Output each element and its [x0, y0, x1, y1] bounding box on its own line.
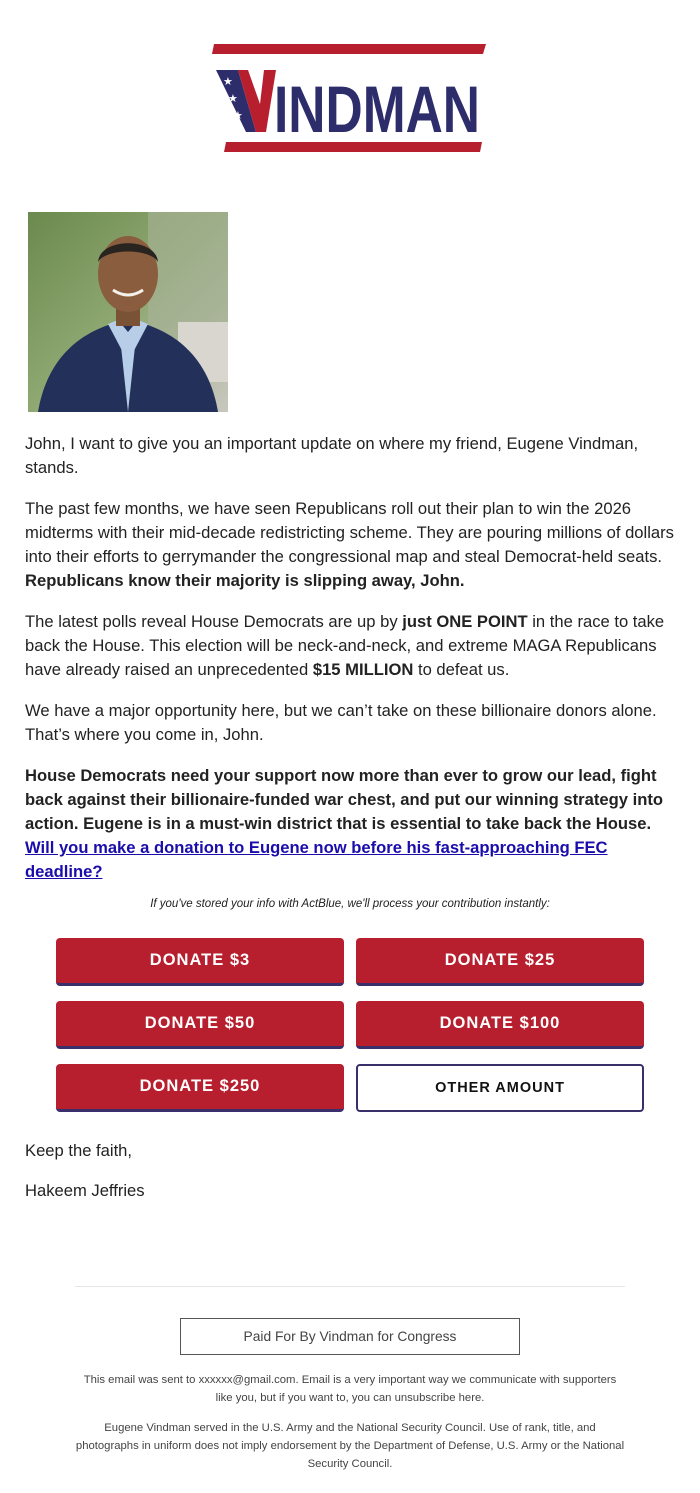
vindman-logo	[212, 42, 488, 154]
recipient-email: xxxxxx@gmail.com	[198, 1374, 296, 1386]
donation-link[interactable]: Will you make a donation to Eugene now before his fast-approaching FEC deadline?	[25, 838, 608, 881]
signoff	[25, 1139, 145, 1219]
donate-100-button[interactable]: DONATE $100	[356, 1001, 644, 1049]
closing-text: Keep the faith,	[25, 1141, 133, 1160]
signature-name: Hakeem Jeffries	[25, 1181, 145, 1200]
svg-text:★: ★	[228, 92, 238, 105]
paragraph-5: House Democrats need your support now more than ever to grow our lead, fight back against their billionaire-funded war chest, and put our winning strategy into action. Eugene is in a must-win district that is essential to take back the House. Will you make a donation to Eugene now before his fast-approaching FEC deadline?	[25, 766, 664, 881]
paragraph-3: The latest polls reveal House Democrats are up by just ONE POINT in the race to take back the House. This election will be neck-and-neck, and extreme MAGA Republicans have already raised an unprecedented $15 MILLION to defeat us.	[25, 612, 665, 679]
donate-25-button[interactable]: DONATE $25	[356, 938, 644, 986]
unsubscribe-link[interactable]: unsubscribe here	[394, 1392, 482, 1404]
actblue-note: If you've stored your info with ActBlue, we'll process your contribution instantly:	[150, 898, 550, 910]
paragraph-2: The past few months, we have seen Republicans roll out their plan to win the 2026 midterms with their mid-decade redistricting scheme. They are pouring millions of dollars into their efforts to gerrymander the congressional map and steal Democrat-held seats. Republicans know their majority is slipping away, John.	[25, 499, 674, 590]
paragraph-4: We have a major opportunity here, but we can’t take on these billionaire donors alone. That’s where you come in, John.	[25, 701, 657, 744]
svg-text:★: ★	[223, 75, 233, 88]
other-amount-button[interactable]: OTHER AMOUNT	[356, 1064, 644, 1112]
email-body	[25, 432, 675, 901]
svg-text:★: ★	[233, 109, 243, 122]
donate-3-button[interactable]: DONATE $3	[56, 938, 344, 986]
hakeem-jeffries-photo	[28, 212, 228, 412]
footer-divider	[75, 1286, 625, 1287]
svg-text:INDMAN: INDMAN	[274, 72, 480, 146]
donate-250-button[interactable]: DONATE $250	[56, 1064, 344, 1112]
paid-for-box: Paid For By Vindman for Congress	[180, 1318, 520, 1355]
footer-disclaimer: Eugene Vindman served in the U.S. Army and the National Security Council. Use of rank, title, and photographs in uniform does not imply endorsement by the Department of Defense, U.S. Army or the National Security Council.	[75, 1422, 625, 1470]
donate-50-button[interactable]: DONATE $50	[56, 1001, 344, 1049]
paragraph-1: John, I want to give you an important update on where my friend, Eugene Vindman, stands.	[25, 434, 639, 477]
footer-sent-to: This email was sent to xxxxxx@gmail.com. Email is a very important way we communicate with supporters like you, but if you want to, you can unsubscribe here.	[83, 1374, 617, 1404]
